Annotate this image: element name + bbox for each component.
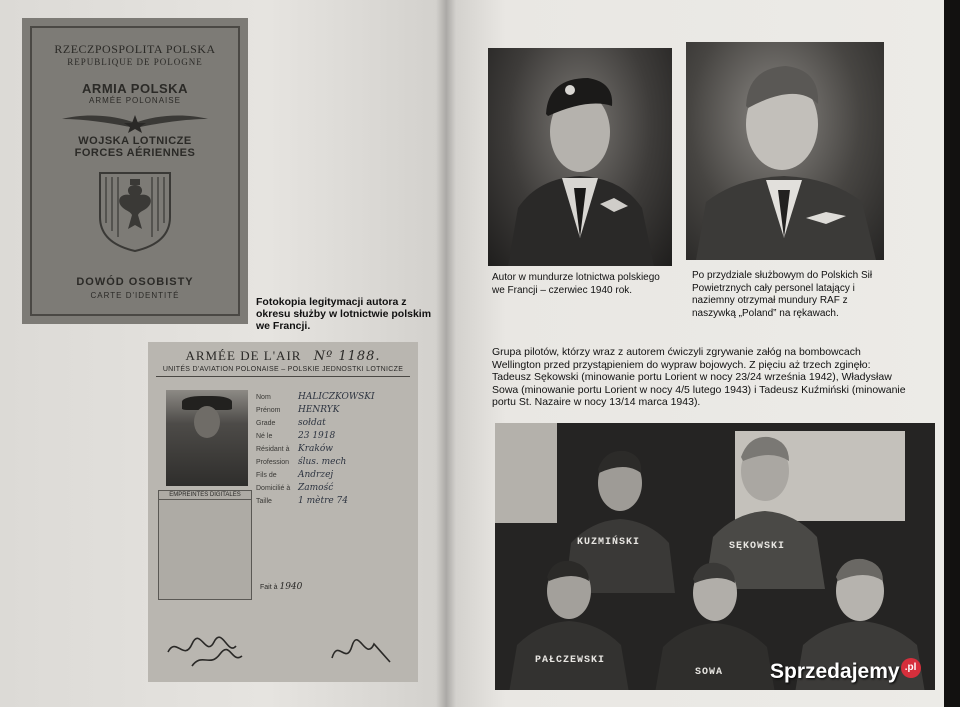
id-card-air-force: WOJSKA LOTNICZE [78,135,192,147]
id-card-republic-fr: REPUBLIQUE DE POLOGNE [67,57,203,67]
name-tag-palczewski: PAŁCZEWSKI [535,655,606,666]
field-label: Nom [256,394,271,401]
field-value: 23 1918 [298,431,336,441]
armee-date-value: 1940 [279,582,303,592]
armee-date-label: Fait à [260,584,278,591]
field-value: Kraków [298,444,333,454]
name-tag-kuzminski: KUZMIŃSKI [577,537,641,548]
field-row [256,444,408,457]
armee-number: Nº 1188. [313,349,381,364]
field-label: Fils de [256,472,277,479]
field-value: HALICZKOWSKI [298,392,375,402]
caption-pilot-group: Grupa pilotów, którzy wraz z autorem ćwiczyli zgrywanie załóg na bombowcach Wellington przed przystąpieniem do wypraw bojowych. Z pięciu aż trzech zginęło: Tadeusz Sękowski (minowanie portu Lorient w nocy 23/24 września 1942), Władysław Sowa (minowanie portu Lorient w nocy 4/5 lutego 1943) i Tadeusz Kuźmiński (minowanie portu St. Nazaire w nocy 13/14 marca 1943). [492,346,906,409]
handwritten-signatures [162,622,402,672]
polish-eagle-emblem-icon [90,167,180,253]
field-row [256,405,408,418]
field-value: Andrzej [298,470,334,480]
field-label: Grade [256,420,276,427]
field-value: Zamość [298,483,334,493]
wings-icon [60,109,210,133]
pilot-group-photo [495,423,935,690]
book-edge [944,0,960,707]
caption-raf-uniform: Po przydziale służbowym do Polskich Sił Powietrznych cały personel latający i naziemny otrzymał mundury RAF z naszywką „Poland” na rękawach. [692,270,873,319]
portrait-author-figure [488,48,672,266]
armee-date [260,582,302,592]
armee-fields [256,392,408,509]
portrait-raf-figure [686,42,884,260]
field-label: Né le [256,433,273,440]
field-row [256,483,408,496]
author-portrait-photo [488,48,672,266]
raf-portrait-photo [686,42,884,260]
id-card-document: DOWÓD OSOBISTY [76,276,194,288]
field-label: Taille [256,498,272,505]
id-card-air-force-fr: FORCES AÉRIENNES [74,147,196,159]
caption-author-uniform: Autor w mundurze lotnictwa polskiego we Francji – czerwiec 1940 rok. [492,272,660,296]
watermark-badge: .pl [901,658,921,678]
field-label: Prénom [256,407,281,414]
armee-de-lair-document [148,342,418,682]
id-card-army: ARMIA POLSKA [82,81,188,96]
field-value: 1 mètre 74 [298,496,349,506]
armee-subtitle: UNITÉS D'AVIATION POLONAISE – POLSKIE JEDNOSTKI LOTNICZE [156,366,410,377]
id-card-republic: RZECZPOSPOLITA POLSKA [54,42,216,56]
armee-title [156,348,410,364]
caption-id-photocopy: Fotokopia legitymacji autora z okresu służby w lotnictwie polskim we Francji. [256,296,432,332]
id-card-document-fr: CARTE D'IDENTITÉ [90,291,180,300]
field-row [256,496,408,509]
field-row [256,457,408,470]
armee-title-text: ARMÉE DE L'AIR [185,348,302,363]
id-card-army-fr: ARMÉE POLONAISE [89,96,181,105]
aircraft-window-left [495,423,557,523]
field-row [256,431,408,444]
sprzedajemy-watermark [770,658,921,684]
airman-bottom-left [509,553,629,690]
id-card-frame [30,26,240,316]
portrait-face [194,406,220,438]
field-value: ślus. mech [298,457,347,467]
field-label: Profession [256,459,290,466]
field-label: Résidant à [256,446,290,453]
fingerprint-heading: EMPREINTES DIGITALES [159,491,251,500]
armee-portrait-photo [166,390,248,486]
field-value: sołdat [298,418,326,428]
field-row [256,418,408,431]
name-tag-sekowski: SĘKOWSKI [729,541,786,552]
field-label: Domicilié à [256,485,291,492]
field-row [256,392,408,405]
book-gutter [436,0,456,707]
id-card-photocopy [22,18,248,324]
name-tag-sowa: SOWA [695,667,724,678]
fingerprint-box [158,490,252,600]
watermark-text: Sprzedajemy [770,660,900,683]
field-row [256,470,408,483]
field-value: HENRYK [298,405,340,415]
